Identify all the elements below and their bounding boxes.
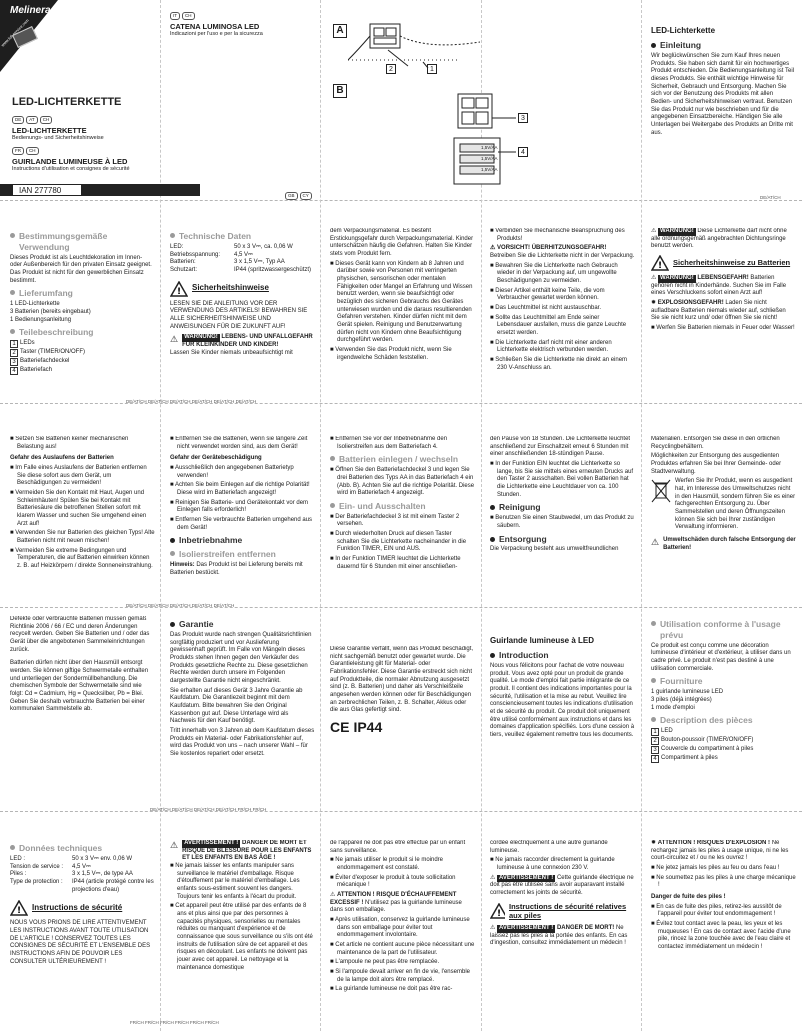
caution-paragraph: ⚠ ATTENTION ! RISQUE D'ÉCHAUFFEMENT EXCESSIF ! N'utilisez pas la guirlande lumineuse dans son emballage. [330, 892, 462, 914]
bullet-item: ■ En cas de fuite des piles, retirez-les aussitôt de l'appareil pour éviter tout endommagement ! [651, 903, 782, 918]
ian-number: IAN 277780 [12, 184, 82, 196]
page-footer: FR/CH FR/CH FR/CH FR/CH FR/CH FR/CH [130, 1020, 219, 1025]
caution-title: ⚠ VORSICHT! ÜBERHITZUNGSGEFAHR! [490, 245, 607, 252]
bullet-item: ■ In der Funktion EIN leuchtet die Lichterkette so lange, bis Sie sie mittels eines erneuten Drucks auf den Taster 2 ausschalten. Bei vollen Batterien hat die Lichterkette eine Leuchtdauer von ca. 100 Stunden. [490, 461, 634, 498]
bullet-item: ■ Ne jamais utiliser le produit si le moindre endommagement est constaté. [330, 857, 444, 872]
it-subtitle: Indicazioni per l'uso e per la sicurezza [170, 31, 263, 37]
section-heading: Garantie [170, 619, 315, 630]
svg-text:!: ! [657, 261, 663, 272]
bullet-dot-icon [490, 505, 495, 510]
col-r2-1 [10, 228, 155, 398]
col-r4-3 [330, 646, 475, 802]
page-divider [0, 607, 802, 608]
paragraph: Möglichkeiten zur Entsorgung des ausgedienten Produktes erfahren Sie bei Ihrer Gemeinde- oder Stadtverwaltung. [651, 453, 782, 475]
col-r2-5 [651, 228, 796, 398]
bullet-item: ■ Verwenden Sie nur Batterien des gleichen Typs! Alte Batterien nicht mit neuen mischen! [10, 530, 155, 545]
part-item: 1 LEDs [10, 340, 155, 348]
bullet-item: ■ Entfernen Sie vor der Inbetriebnahme den Isolierstreifen aus dem Batteriefach 4. [330, 436, 448, 450]
cover-title: LED-LICHTERKETTE [12, 96, 122, 108]
page-divider [0, 811, 802, 812]
callout-2: 2 [386, 64, 396, 74]
paragraph: Sie erhalten auf dieses Gerät 3 Jahre Garantie ab Kaufdatum. Die Garantiezeit beginnt mit dem Kaufdatum. Bitte bewahren Sie den Original Kassenbon gut auf. Diese Unterlage wird als Nachweis für den Kauf benötigt. [170, 687, 303, 725]
safety-heading: ! Instructions de sécurité [10, 900, 155, 916]
child-warning-icon: ⚠ [170, 840, 179, 850]
bullet-item: ■ Reinigen Sie Batterie- und Gerätekontakt vor dem Einlegen falls erforderlich! [170, 499, 309, 514]
bullet-item: ■ Cet appareil peut être utilisé par des enfants de 8 ans et plus ainsi que par des personnes à capacités physiques, sensorielles ou mentales réduites ou manquant d'expérience et de connaissance que sous surveillance ou s'ils ont été instruits de l'utilisation sûre de cet appareil et des risques en découlant. Les enfants ne doivent pas jouer avec cet appareil. Le nettoyage et la maintenance domestique [170, 903, 313, 971]
column-divider [320, 0, 321, 1031]
col-r4-5 [651, 616, 796, 802]
bullet-dot-icon [490, 537, 495, 542]
bullet-dot-icon [10, 290, 15, 295]
led-string-diagram [348, 20, 480, 80]
page-divider [0, 200, 802, 201]
bullet-item: ■ Ne soumettez pas les piles à une charge mécanique ! [651, 874, 796, 889]
paragraph: Dieses Produkt ist als Leuchtdekoration im Innen- oder Außenbereich für den privaten Einsatz geeignet. Das Produkt ist nicht für den gewerblichen Einsatz bestimmt. [10, 254, 152, 284]
column-divider [641, 0, 642, 1031]
battery-label: 1,5V/AA [481, 145, 498, 150]
warning-paragraph: ⚠ WARNUNG! Diese Lichterkette darf nicht ohne alle ordnungsgemäß angebrachten Dichtungsringe benutzt werden. [651, 228, 787, 250]
battery-disposal-warning: ⚠ Umweltschäden durch falsche Entsorgung der Batterien! [651, 537, 796, 551]
badge: CY [300, 192, 312, 200]
section-heading: Lieferumfang [10, 288, 155, 299]
warning-paragraph: ⚠ AVERTISSEMENT ! Cette guirlande électrique ne doit pas être utilisée sans avoir auparavant installé correctement les joints de sécurité. [490, 874, 634, 897]
section-title: Guirlande lumineuse à LED [490, 636, 595, 645]
figure-label: A [333, 24, 347, 38]
callout-4: 4 [518, 147, 528, 157]
subheading: Danger de fuite des piles ! [651, 894, 726, 901]
certification-marks [330, 719, 475, 737]
paragraph: Defekte oder verbrauchte Batterien müssen gemäß Richtlinie 2006 / 66 / EC und deren Änderungen recycelt werden. Geben Sie Batterien und / oder das Gerät über die angebotenen Sammeleinrichtungen zurück. [10, 616, 150, 653]
it-badges [170, 12, 197, 21]
paragraph: den Pause von 18 Stunden. Die Lichterkette leuchtet anschließend zur Einschaltzeit erneut 6 Stunden mit einer anschließenden 18-stündigen Pause. [490, 436, 631, 458]
badge: CH [182, 12, 195, 20]
section-heading: Batterien einlegen / wechseln [330, 454, 475, 465]
paragraph: cordée électriquement à une autre guirlande lumineuse. [490, 840, 608, 854]
bullet-item: ■ Der Batteriefachdeckel 3 ist mit einem Taster 2 versehen. [330, 513, 460, 528]
part-item: 1 LED [651, 728, 796, 736]
bullet-item: ■ Benutzen Sie einen Staubwedel, um das Produkt zu säubern. [490, 515, 634, 529]
fr-subtitle: Instructions d'utilisation et consignes de sécurité [12, 166, 130, 172]
paragraph: Die Verpackung besteht aus umweltfreundlichen [490, 546, 619, 553]
warning-block: ⚠ WARNUNG! LEBENS- UND UNFALLGEFAHR FÜR KLEINKINDER UND KINDER! [170, 334, 313, 348]
paragraph: Wir beglückwünschen Sie zum Kauf Ihres neuen Produkts. Sie haben sich damit für ein hochwertiges Produkt entschieden. Die Bedienungsanleitung ist Teil dieses Produkts. Sie enthält wichtige Hinweise für Sicherheit, Gebrauch und Entsorgung. Machen Sie sich vor der Benutzung des Produkts mit allen Bedien- und Sicherheitshinweisen vertraut. Benutzen Sie das Produkt nur wie beschrieben und für die angegebenen Einsatzbereiche. Händigen Sie alle Unterlagen bei Weitergabe des Produkts an Dritte mit aus. [651, 53, 794, 136]
section-heading: Einleitung [651, 40, 794, 51]
section-heading: Ein- und Ausschalten [330, 501, 475, 512]
bullet-item: ■ Durch wiederholten Druck auf diesen Taster schalten Sie die Lichterkette nacheinander in die Funktion TIMER, EIN und AUS. [330, 531, 467, 553]
col-r5-5 [651, 840, 796, 1020]
bullet-dot-icon [170, 622, 175, 627]
section-heading: Introduction [490, 650, 635, 661]
spec-row: Tension de service : 4,5 V⎓ [10, 863, 91, 870]
page-footer: DE/AT/CH DE/AT/CH DE/AT/CH DE/AT/CH FR/CH FR/CH [150, 807, 267, 812]
section-heading: Inbetriebnahme [170, 535, 315, 546]
paragraph: Betreiben Sie die Lichterkette nicht in der Verpackung. [490, 253, 635, 260]
warning-paragraph: ✹ EXPLOSIONSGEFAHR! Laden Sie nicht aufladbare Batterien niemals wieder auf, schließen Sie sie nicht kurz und/ oder öffnen Sie sie nicht! [651, 300, 786, 322]
paragraph: de l'appareil ne doit pas être effectué par un enfant sans surveillance. [330, 840, 466, 854]
battery-safety-heading: ! Sicherheitshinweise zu Batterien [651, 255, 796, 271]
badge: CH [40, 116, 53, 124]
disposal-block: Werfen Sie Ihr Produkt, wenn es ausgedient hat, im Interesse des Umweltschutzes nicht in den Hausmüll, sondern führen Sie es einer fachgerechten Entsorgung zu. Über Sammelstellen und deren Öffnungszeiten können Sie sich bei Ihrer zuständigen Verwaltung informieren. [651, 478, 796, 534]
svg-text:!: ! [176, 286, 182, 297]
child-warning-icon: ⚠ [170, 334, 179, 345]
callout-3: 3 [518, 113, 528, 123]
bullet-item: ■ In der Funktion TIMER leuchtet die Lichterkette dauernd für 6 Stunden mit einer anschließen- [330, 556, 461, 570]
paragraph: Diese Garantie verfällt, wenn das Produkt beschädigt, nicht sachgemäß benutzt oder gewartet wurde. Die Garantieleistung gilt für Material- oder Fabrikationsfehler. Diese Garantie erstreckt sich nicht auf Produktteile, die normaler Abnutzung ausgesetzt sind (z. B. Batterien) und daher als Verschleißteile angesehen werden können oder für Beschädigungen an zerbrechlichen Teilen, z. B. Schalter, Akkus oder die aus Glas gefertigt sind. [330, 646, 474, 714]
part-item: 4 Batteriefach [10, 367, 155, 375]
bullet-item: ■ Die Lichterkette darf nicht mit einer anderen Lichterkette elektrisch verbunden werden. [490, 339, 612, 354]
section-heading: Teilebeschreibung [10, 327, 155, 338]
col-r3-2 [170, 436, 315, 602]
it-title: CATENA LUMINOSA LED [170, 22, 260, 31]
bullet-dot-icon [330, 456, 335, 461]
spec-row: LED: 50 x 3 V⎓, ca. 0,06 W [170, 243, 293, 250]
bullet-dot-icon [651, 678, 656, 683]
warning-triangle-icon: ⚠ [651, 537, 660, 548]
bullet-dot-icon [10, 845, 15, 850]
part-item: 3 Couvercle du compartiment à piles [651, 746, 796, 754]
caps-paragraph: LESEN SIE DIE ANLEITUNG VOR DER VERWENDUNG DES ARTIKELS! BEWAHREN SIE ALLE SICHERHEITSHINWEISE UND ANWEISUNGEN FÜR DIE ZUKUNFT AUF! [170, 300, 308, 330]
bullet-item: ■ La guirlande lumineuse ne doit pas être rac- [330, 986, 453, 993]
warning-paragraph: ⚠ WARNUNG! LEBENSGEFAHR! Batterien gehören nicht in Kinderhände. Suchen Sie im Falle eines Verschluckens sofort einen Arzt auf! [651, 275, 787, 297]
bullet-item: ■ Après utilisation, conservez la guirlande lumineuse dans son emballage pour éviter tout endommagement involontaire. [330, 917, 470, 939]
bullet-item: ■ Schließen Sie die Lichterkette nie direkt an einem 230 V-Anschluss an. [490, 357, 628, 371]
bullet-item: ■ Ne jetez jamais les piles au feu ou dans l'eau ! [651, 865, 780, 872]
fr-badges [12, 147, 41, 156]
bullet-item: ■ Im Falle eines Auslaufens der Batterien entfernen Sie diese sofort aus dem Gerät, um Beschädigungen zu vermeiden! [10, 465, 147, 487]
bullet-item: ■ Vermeiden Sie den Kontakt mit Haut, Augen und Schleimhäuten! Spülen Sie bei Kontakt mit Batteriesäure die betroffenen Stellen sofort mit klarem Wasser und suchen Sie umgehend einen Arzt auf! [10, 490, 147, 527]
list-item: 3 piles (déjà intégrées) [651, 696, 712, 703]
paragraph: Nous vous félicitons pour l'achat de votre nouveau produit. Vous avez opté pour un produit de grande qualité. Le mode d'emploi fait partie intégrante de ce produit. Il contient des indications importantes pour la sécurité, l'utilisation et la mise au rebut. Veuillez lire consciencieusement toutes les indications d'utilisation et de sécurité du produit. Ce produit doit uniquement être utilisé conformément aux instructions et dans les domaines d'application spécifiés. Lors d'une cession à tiers, veuillez également remettre tous les documents. [490, 663, 635, 739]
list-item: 1 Bedienungsanleitung [10, 316, 72, 323]
spec-row: Type de protection : IP44 (article protégé contre les projections d'eau) [10, 878, 154, 893]
list-item: 1 guirlande lumineuse LED [651, 689, 724, 696]
spec-row: Batterien: 3 x 1,5 V⎓, Typ AA [170, 259, 285, 266]
part-item: 2 Bouton-poussoir (TIMER/ON/OFF) [651, 737, 796, 745]
warning-triangle-icon [170, 281, 188, 297]
bullet-dot-icon [651, 621, 656, 626]
bullet-item: ■ Cet article ne contient aucune pièce nécessitant une maintenance de la part de l'utilisateur. [330, 942, 475, 956]
col-r3-4 [490, 436, 635, 602]
callout-1: 1 [427, 64, 437, 74]
badge: AT [26, 116, 37, 124]
brand-logo: Melinera [10, 5, 51, 16]
col-r4-4 [490, 616, 635, 802]
section-heading: Reinigung [490, 502, 635, 513]
badge: IT [170, 12, 180, 20]
subheading: Gefahr der Gerätebeschädigung [170, 455, 262, 462]
list-item: 1 LED-Lichterkette [10, 301, 60, 308]
bullet-dot-icon [651, 43, 656, 48]
paragraph: Materialien. Entsorgen Sie diese in den örtlichen Recyclingbehältern. [651, 436, 780, 450]
bullet-item: ■ Ausschließlich den angegebenen Batterietyp verwenden! [170, 465, 294, 479]
safety-heading: ! Sicherheitshinweise [170, 281, 315, 297]
bullet-item: ■ Verbinden Sie mechanische Beanspruchung des Produkts! [490, 228, 625, 242]
warning-paragraph: ✹ ATTENTION ! RISQUES D'EXPLOSION ! Ne rechargez jamais les piles à usage unique, ni ne les court-circuitez et / ou ne les ouvrez ! [651, 840, 789, 862]
bullet-item: ■ Ne jamais raccorder directement la guirlande lumineuse à une connexion 230 V. [490, 857, 615, 872]
paragraph: dem Verpackungsmaterial. Es besteht Erstickungsgefahr durch Verpackungsmaterial. Kinder unterschätzen häufig die Gefahren. Halten Sie Kinder stets vom Produkt fern. [330, 228, 474, 258]
col-r5-4 [490, 840, 635, 1020]
section-heading: Utilisation conforme à l'usage prévu [651, 619, 796, 641]
section-heading: Technische Daten [170, 231, 315, 242]
section-heading: Entsorgung [490, 534, 635, 545]
bullet-item: ■ Ne jamais laisser les enfants manipuler sans surveillance le matériel d'emballage. Risque d'étouffement par le matériel d'emballage. Les enfants sous-estiment souvent les dangers. Toujours tenir les enfants à l'écart du produit. [170, 863, 300, 900]
column-divider [160, 0, 161, 1031]
col-r4-2 [170, 616, 315, 802]
crossed-bin-icon [651, 478, 671, 504]
de-title: LED-LICHTERKETTE [12, 126, 87, 135]
de-subtitle: Bedienungs- und Sicherheitshinweise [12, 135, 104, 141]
col-r2-3 [330, 228, 475, 398]
bullet-item: ■ Entfernen Sie die Batterien, wenn sie längere Zeit nicht verwendet worden sind, aus dem Gerät! [170, 436, 308, 450]
ce-mark: CE [330, 719, 350, 736]
badge: CH [26, 147, 39, 155]
part-item: 3 Batteriefachdeckel [10, 358, 155, 366]
col-r3-3 [330, 436, 475, 602]
bullet-item: ■ Si l'ampoule devait arriver en fin de vie, l'ensemble de la lampe doit alors être remplacé. [330, 969, 470, 983]
bullet-dot-icon [490, 653, 495, 658]
part-item: 2 Taster (TIMER/ON/OFF) [10, 349, 155, 357]
subheading: Gefahr des Auslaufens der Batterien [10, 455, 114, 462]
spec-row: Betriebsspannung: 4,5 V⎓ [170, 251, 253, 258]
warning-paragraph: ⚠ AVERTISSEMENT ! DANGER DE MORT! Ne laissez pas les piles à la portée des enfants. En cas d'ingestion, consultez immédiatement un médecin ! [490, 924, 628, 947]
warning-block: ⚠ AVERTISSEMENT ! DANGER DE MORT ET RISQUE DE BLESSURE POUR LES ENFANTS ET LES ENFANTS EN BAS ÂGE ! [170, 840, 312, 862]
badge: GB [285, 192, 298, 200]
ip44-mark: IP44 [353, 719, 383, 736]
col-r5-3 [330, 840, 475, 1020]
part-item: 4 Compartiment à piles [651, 755, 796, 763]
bullet-dot-icon [10, 329, 15, 334]
paragraph: Tritt innerhalb von 3 Jahren ab dem Kaufdatum dieses Produkts ein Material- oder Fabrikationsfehler auf, wird das Produkt von uns – nach unserer Wahl – für Sie kostenlos repariert oder ersetzt. [170, 727, 315, 757]
col-r4-1 [10, 616, 155, 802]
bullet-item: ■ Évitez tout contact avec la peau, les yeux et les muqueuses ! En cas de contact avec l'acide d'une pile, rincez la zone touchée avec de l'eau claire et contactez immédiatement un médecin ! [651, 921, 791, 951]
bullet-item: ■ Dieses Gerät kann von Kindern ab 8 Jahren und darüber sowie von Personen mit verringerten physischen, sensorischen oder mentalen Fähigkeiten oder Mangel an Erfahrung und Wissen benutzt werden, wenn sie beaufsichtigt oder bezüglich des sicheren Gebrauchs des Gerätes unterwiesen wurden und die daraus resultierenden Gefahren verstehen. Kinder dürfen nicht mit dem Gerät spielen. Reinigung und Benutzerwartung dürfen nicht von Kindern ohne Beaufsichtigung durchgeführt werden. [330, 260, 473, 344]
section-heading: Bestimmungsgemäße Verwendung [10, 231, 155, 253]
col-r5-1 [10, 840, 155, 1020]
bullet-item: ■ Setzen Sie Batterien keiner mechanischen Belastung aus! [10, 436, 129, 450]
list-item: 3 Batterien (bereits eingebaut) [10, 308, 91, 315]
bullet-item: ■ Vermeiden Sie extreme Bedingungen und Temperaturen, die auf Batterien einwirken können z. B. auf Heizkörpern / direkte Sonneneinstrahlung. [10, 547, 153, 570]
section-heading: Données techniques [10, 843, 155, 854]
bullet-item: ■ Dieser Artikel enthält keine Teile, die vom Verbraucher gewartet werden können. [490, 287, 605, 302]
section-heading: Isolierstreifen entfernen [170, 549, 315, 560]
col-r3-5 [651, 436, 796, 602]
bullet-item: ■ Verwenden Sie das Produkt nicht, wenn Sie irgendwelche Schäden feststellen. [330, 347, 452, 361]
de-badges [12, 116, 54, 125]
bullet-item: ■ Entfernen Sie verbrauchte Batterien umgehend aus dem Gerät! [170, 517, 313, 531]
bullet-item: ■ Werfen Sie Batterien niemals in Feuer oder Wasser! [651, 325, 795, 332]
col-r2-2 [170, 228, 315, 398]
list-item: 1 mode d'emploi [651, 704, 695, 711]
section-heading: Description des pièces [651, 715, 796, 726]
bullet-item: ■ Öffnen Sie den Batteriefachdeckel 3 und legen Sie drei Batterien des Typs AA in das Batteriefach 4 ein (Abb. B). Achten Sie auf die richtige Polarität. Diese wird im Batteriefach 4 angezeigt. [330, 467, 475, 497]
bullet-dot-icon [330, 503, 335, 508]
badge: DE [12, 116, 24, 124]
bullet-item: ■ Éviter d'exposer le produit à toute sollicitation mécanique ! [330, 874, 456, 889]
battery-compartment-diagram [440, 92, 520, 188]
spec-row: Schutzart: IP44 (spritzwassergeschützt) [170, 266, 312, 273]
section-heading: Fourniture [651, 676, 796, 687]
badge: FR [12, 147, 24, 155]
warning-triangle-icon [490, 903, 505, 919]
bullet-dot-icon [170, 538, 175, 543]
page-footer: DE/AT/CH DE/AT/CH DE/AT/CH DE/AT/CH DE/AT/CH DE/AT/CH [126, 399, 257, 404]
page-divider [0, 403, 802, 404]
paragraph: Batterien dürfen nicht über den Hausmüll entsorgt werden. Sie können giftige Schwermetalle enthalten und unterliegen der Sondermüllbehandlung. Die chemischen Symbole der Schwermetalle sind wie folgt: Cd = Cadmium, Hg = Quecksilber, Pb = Blei. Geben Sie deshalb verbrauchte Batterien bei einer kommunalen Sammelstelle ab. [10, 660, 149, 713]
hint: Hinweis: Das Produkt ist bei Lieferung bereits mit Batterien bestückt. [170, 562, 303, 576]
spec-row: LED : 50 x 3 V⎓ env. 0,06 W [10, 855, 133, 862]
svg-text:!: ! [496, 909, 502, 920]
page-footer: DE/AT/CH [760, 195, 781, 200]
bullet-item: ■ Bewahren Sie die Lichterkette nach Gebrauch wieder in der Verpackung auf, um ungewollte Beschädigungen zu vermeiden. [490, 262, 618, 285]
battery-label: 1,5V/AA [481, 167, 498, 172]
bullet-item: ■ Das Leuchtmittel ist nicht austauschbar. [490, 305, 602, 312]
paragraph: Ce produit est conçu comme une décoration lumineuse d'intérieur et d'extérieur, à utiliser dans un cadre privé. Le produit n'est pas destiné à une utilisation commerciale. [651, 642, 791, 672]
svg-text:!: ! [16, 906, 22, 917]
bullet-item: ■ L'ampoule ne peut pas être remplacée. [330, 959, 440, 966]
intro-de [651, 26, 794, 196]
battery-safety-heading: ! Instructions de sécurité relatives aux piles [490, 902, 635, 921]
section-title: LED-Lichterkette [651, 26, 716, 35]
bullet-dot-icon [651, 717, 656, 722]
bullet-item: ■ Sollte das Leuchtmittel am Ende seiner Lebensdauer ausfallen, muss die ganze Leuchte ersetzt werden. [490, 314, 627, 337]
bullet-item: ■ Achten Sie beim Einlegen auf die richtige Polarität! Diese wird im Batteriefach angezeigt! [170, 482, 310, 497]
warning-triangle-icon [10, 900, 28, 916]
page-footer: DE/AT/CH DE/AT/CH DE/AT/CH DE/AT/CH DE/AT/CH [126, 603, 235, 608]
figure-label: B [333, 84, 347, 98]
paragraph: Das Produkt wurde nach strengen Qualitätsrichtlinien sorgfältig produziert und vor Auslieferung gewissenhaft geprüft. Im Falle von Mängeln dieses Produkts stehen Ihnen gegen den Verkäufer des Produkts gesetzliche Rechte zu. Diese gesetzlichen Rechte werden durch unsere im Folgenden dargestellte Garantie nicht eingeschränkt. [170, 631, 312, 684]
fr-title: GUIRLANDE LUMINEUSE À LED [12, 157, 128, 166]
spec-row: Piles : 3 x 1,5 V⎓, de type AA [10, 871, 133, 878]
caps-paragraph: NOUS VOUS PRIONS DE LIRE ATTENTIVEMENT LES INSTRUCTIONS AVANT TOUTE UTILISATION DE L'ARTICLE ! CONSERVEZ TOUTES LES CONSIGNES DE SÉCURITÉ ET L'ENSEMBLE DES INSTRUCTIONS AFIN DE POUVOIR LES CONSULTER ULTÉRIEUREMENT ! [10, 920, 151, 965]
bullet-dot-icon [170, 551, 175, 556]
col-r5-2 [170, 840, 315, 1020]
gb-badges [285, 192, 314, 201]
bullet-dot-icon [170, 233, 175, 238]
warning-triangle-icon [651, 255, 669, 271]
bullet-dot-icon [10, 233, 15, 238]
paragraph: Lassen Sie Kinder niemals unbeaufsichtigt mit [170, 349, 293, 356]
col-r2-4 [490, 228, 635, 398]
col-r3-1 [10, 436, 155, 602]
battery-label: 1,5V/AA [481, 156, 498, 161]
